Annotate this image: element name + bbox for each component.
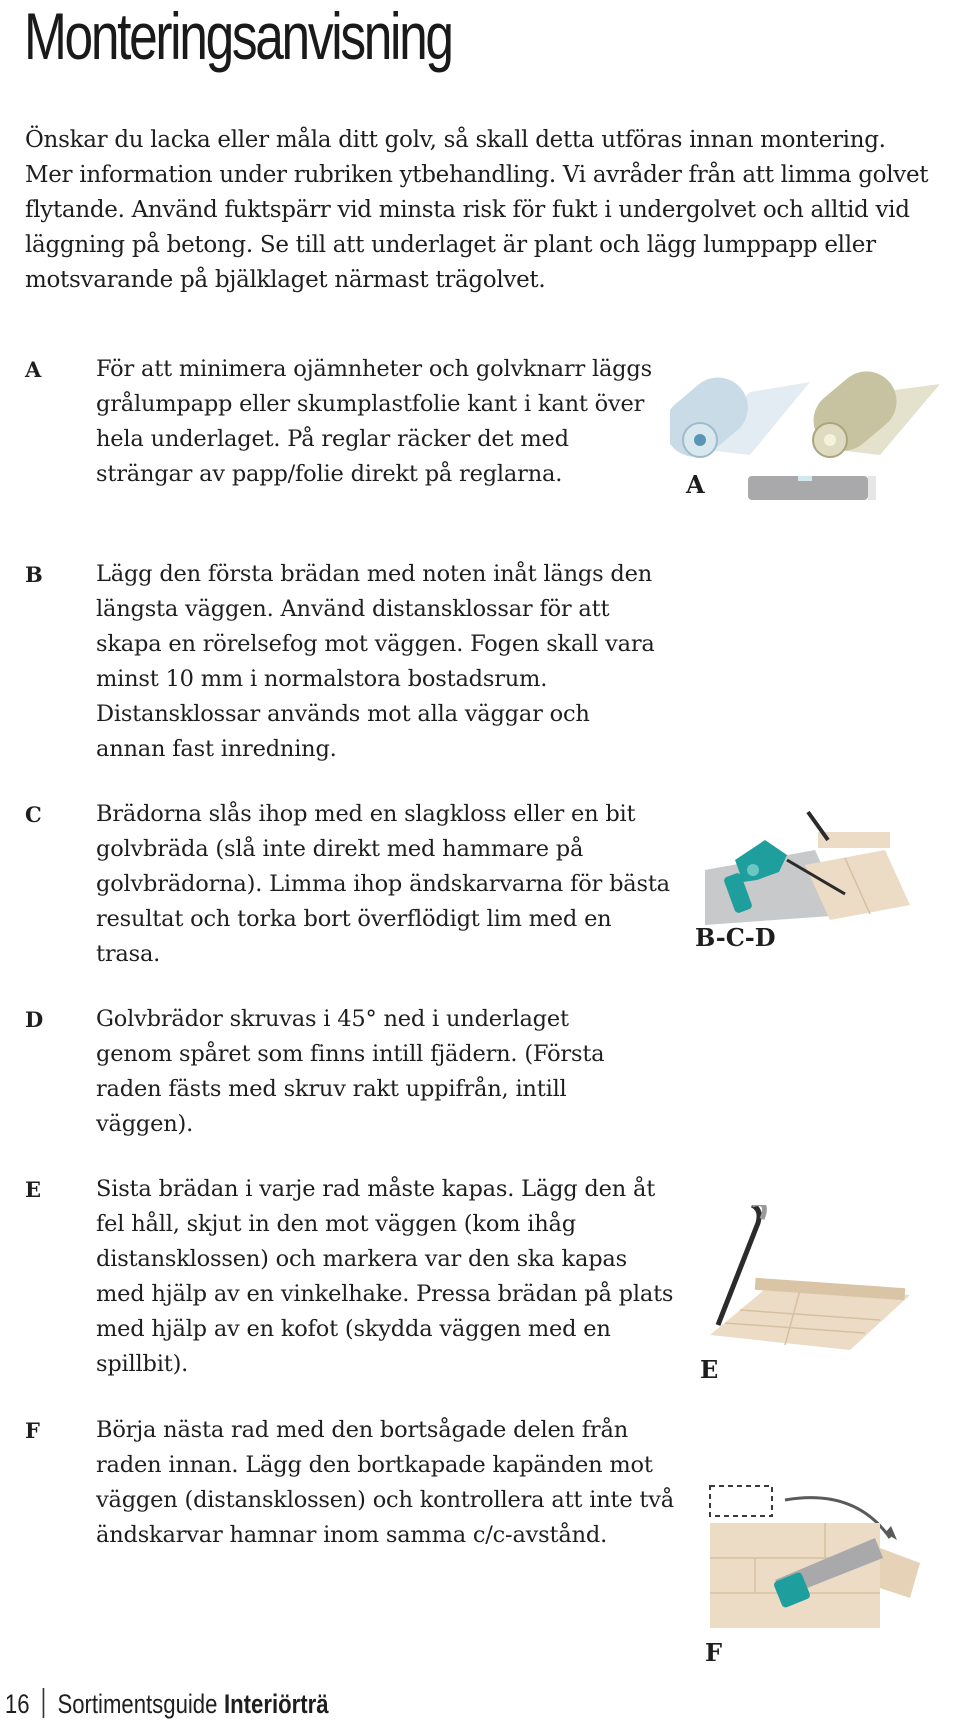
footer-divider <box>43 1688 45 1718</box>
figure-e <box>700 1205 930 1395</box>
step-a-text: För att minimera ojämnheter och golvknarr läggs grålumpapp eller skumplastfolie kant i kant över hela underlaget. På reglar räcker det med strängar av papp/folie direkt på reglarna. <box>96 356 652 487</box>
figure-a-label: A <box>686 470 705 499</box>
step-e-text: Sista brädan i varje rad måste kapas. Lägg den åt fel håll, skjut in den mot väggen (kom ihåg distansklossen) och markera var den ska kapas med hjälp av en vinkelhake. Pressa brädan på plats med hjälp av en kofot (skydda väggen med en spillbit). <box>96 1176 674 1377</box>
footer-guide-title: Sortimentsguide <box>57 1689 218 1719</box>
step-c-text: Brädorna slås ihop med en slagkloss eller en bit golvbräda (slå inte direkt med hammare på golvbrädorna). Limma ihop ändskarvarna för bästa resultat och torka bort överflödigt lim med en trasa. <box>96 801 670 967</box>
page-footer <box>0 1688 329 1719</box>
step-c-letter: C <box>25 802 42 827</box>
step-e-letter: E <box>25 1177 42 1202</box>
figure-e-label: E <box>700 1355 719 1384</box>
step-d-text: Golvbrädor skruvas i 45° ned i underlaget genom spåret som finns intill fjädern. (Första raden fästs med skruv rakt uppifrån, intill väggen). <box>96 1006 605 1137</box>
figure-a <box>670 360 940 510</box>
step-b-letter: B <box>25 562 43 587</box>
step-b-text: Lägg den första brädan med noten inåt längs den längsta väggen. Använd distansklossar för att skapa en rörelsefog mot väggen. Fogen skall vara minst 10 mm i normalstora bostadsrum. Distansklossar används mot alla väggar och annan fast inredning. <box>96 561 655 762</box>
figure-bcd-label: B-C-D <box>695 923 776 952</box>
step-d-letter: D <box>25 1007 44 1032</box>
figure-f-label: F <box>705 1638 723 1667</box>
intro-paragraph: Önskar du lacka eller måla ditt golv, så skall detta utföras innan montering. Mer information under rubriken ytbehandling. Vi avråder från att limma golvet flytande. Använd fuktspärr vid minsta risk för fukt i undergolvet och alltid vid läggning på betong. Se till att underlaget är plant och lägg lumppapp eller motsvarande på bjälklaget närmast trägolvet. <box>25 127 929 293</box>
saw-and-boards-icon <box>705 1478 935 1628</box>
step-f-text: Börja nästa rad med den bortsågade delen från raden innan. Lägg den bortkapade kapänden mot väggen (distansklossen) och kontrollera att inte två ändskarvar hamnar inom samma c/c-avstånd. <box>96 1417 674 1548</box>
figure-f <box>705 1478 935 1668</box>
figure-bcd <box>695 810 925 960</box>
step-f-letter: F <box>25 1418 40 1443</box>
page-title: Monteringsanvisning <box>24 0 452 73</box>
crowbar-and-boards-icon <box>700 1205 930 1355</box>
step-a-letter: A <box>25 357 42 382</box>
footer-brand: Interiörträ <box>223 1689 329 1719</box>
underlay-rolls-icon <box>670 360 940 510</box>
page-number: 16 <box>4 1689 30 1719</box>
screwdriver-and-boards-icon <box>695 810 925 925</box>
